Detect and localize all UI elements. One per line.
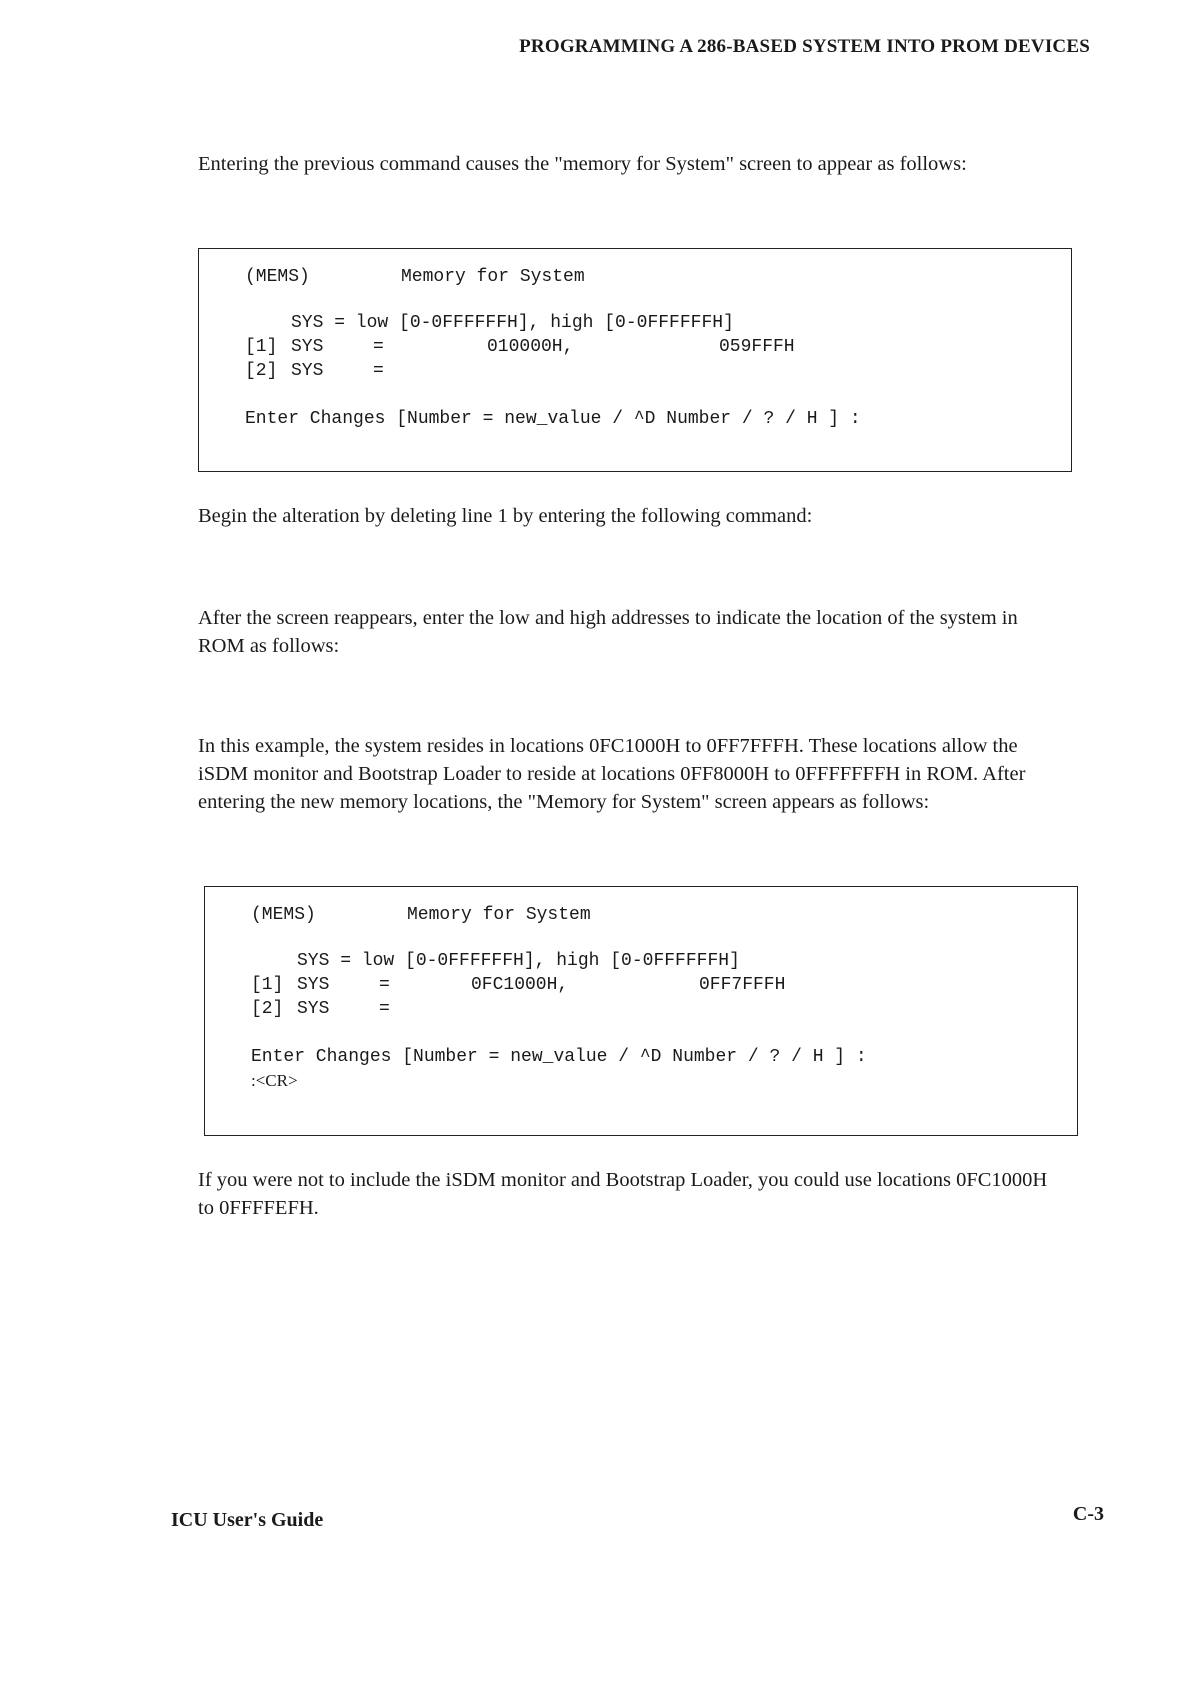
format-line: SYS = low [0-0FFFFFFH], high [0-0FFFFFFH]: [297, 951, 740, 971]
row-name: SYS: [297, 999, 330, 1019]
intro-paragraph: Entering the previous command causes the "memory for System" screen to appear as follows:: [198, 153, 967, 175]
row-name: SYS: [297, 975, 330, 995]
row-high: 0FF7FFFH: [699, 975, 786, 995]
row-index: [2]: [245, 361, 278, 381]
enter-changes-prompt: Enter Changes [Number = new_value / ^D Number / ? / H ] :: [245, 409, 861, 429]
page-number: C-3: [1072, 1503, 1104, 1525]
row-high: 059FFFH: [719, 337, 795, 357]
enter-changes-prompt: Enter Changes [Number = new_value / ^D Number / ? / H ] :: [251, 1047, 867, 1067]
footer-guide-title: ICU User's Guide: [171, 1509, 324, 1531]
format-line: SYS = low [0-0FFFFFFH], high [0-0FFFFFFH]: [291, 313, 734, 333]
row-eq: =: [379, 999, 390, 1019]
addresses-paragraph: After the screen reappears, enter the low and high addresses to indicate the location of the system in ROM as follows:: [198, 607, 1018, 657]
row-index: [2]: [251, 999, 284, 1019]
closing-paragraph: If you were not to include the iSDM monitor and Bootstrap Loader, you could use locations 0FC1000H to 0FFFFEFH.: [198, 1169, 1048, 1219]
screen-code: (MEMS): [245, 267, 310, 287]
delete-line-paragraph: Begin the alteration by deleting line 1 by entering the following command:: [198, 505, 813, 527]
memory-screen-before: [198, 248, 1072, 472]
example-paragraph: In this example, the system resides in locations 0FC1000H to 0FF7FFFH. These locations allow the iSDM monitor and Bootstrap Loader to reside at locations 0FF8000H to 0FFFFFFFH in ROM. After entering the new memory locations, the "Memory for System" screen appears as follows:: [198, 735, 1026, 813]
row-low: 0FC1000H,: [471, 975, 569, 995]
page-header: PROGRAMMING A 286-BASED SYSTEM INTO PROM DEVICES: [519, 36, 1090, 57]
row-low: 010000H,: [487, 337, 574, 357]
row-name: SYS: [291, 337, 324, 357]
carriage-return-input: :<CR>: [251, 1071, 298, 1090]
memory-screen-after: [204, 886, 1078, 1136]
row-index: [1]: [251, 975, 284, 995]
screen-title: Memory for System: [407, 905, 591, 925]
screen-code: (MEMS): [251, 905, 316, 925]
screen-title: Memory for System: [401, 267, 585, 287]
row-name: SYS: [291, 361, 324, 381]
row-eq: =: [373, 337, 384, 357]
row-eq: =: [373, 361, 384, 381]
row-eq: =: [379, 975, 390, 995]
row-index: [1]: [245, 337, 278, 357]
